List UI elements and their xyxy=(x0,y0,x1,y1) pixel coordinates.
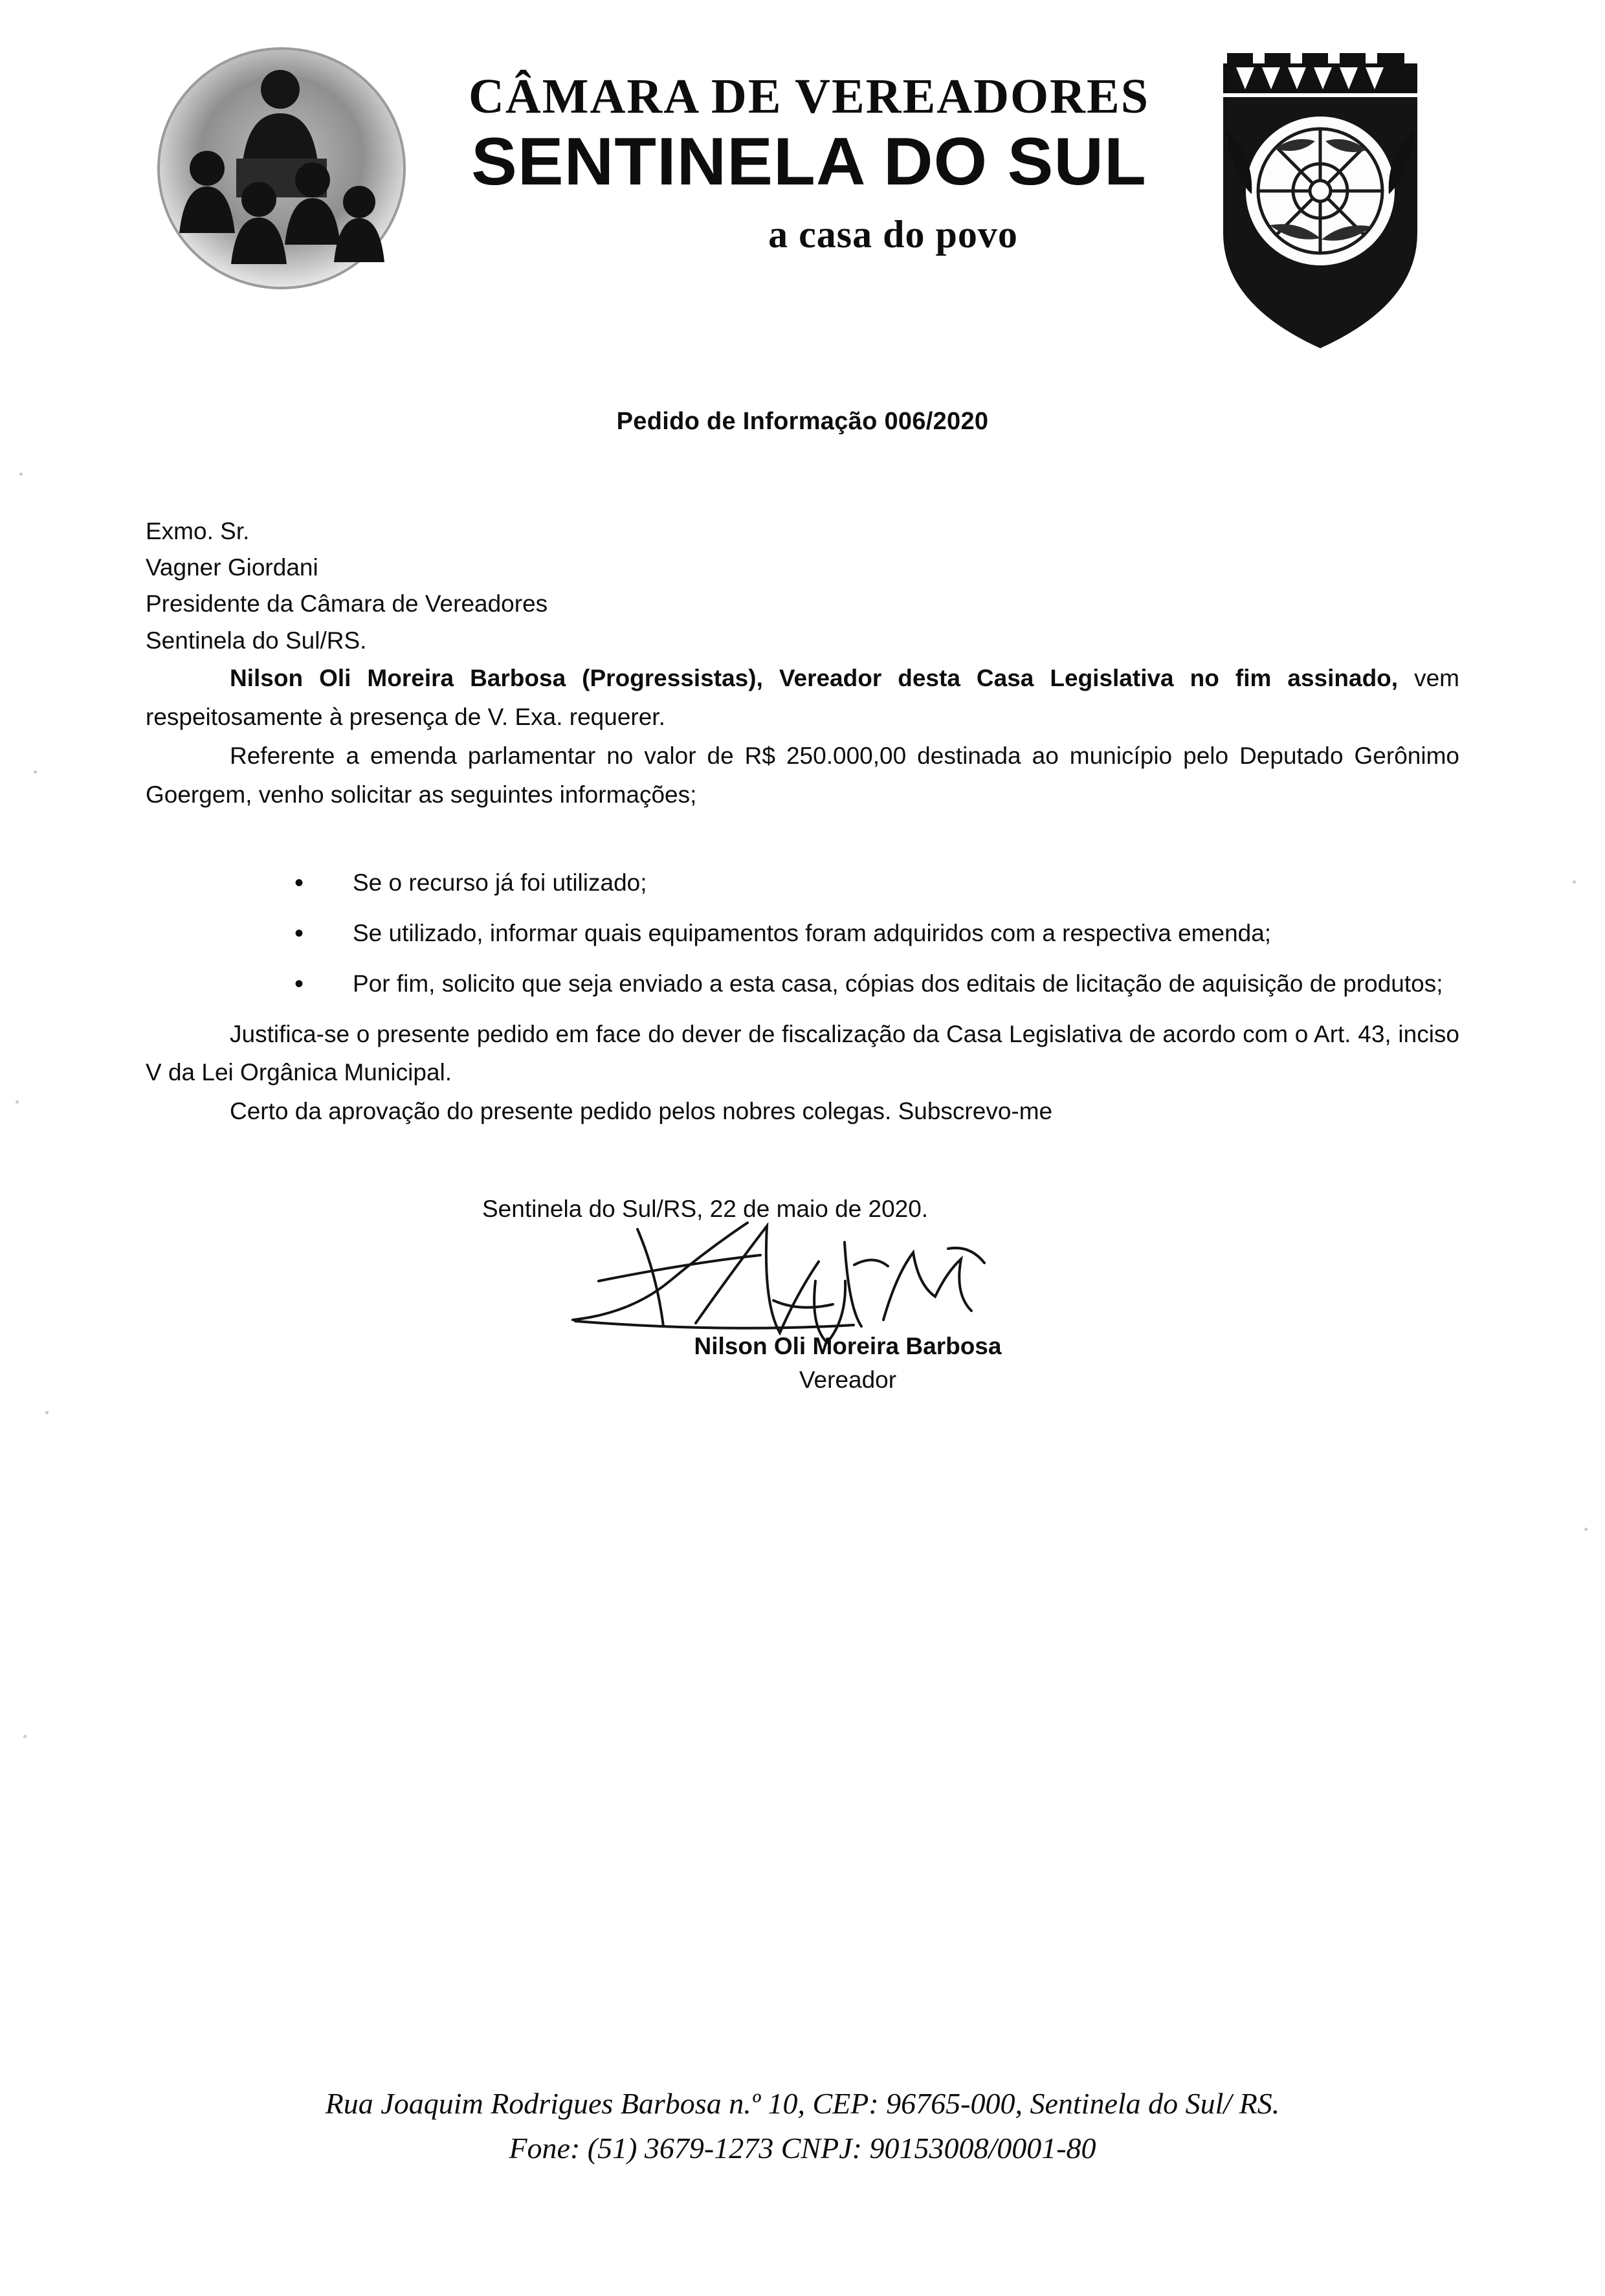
document-body xyxy=(0,408,1605,1394)
addressee-line-4: Sentinela do Sul/RS. xyxy=(146,627,367,654)
request-list xyxy=(146,864,1459,1003)
justification-paragraph: Justifica-se o presente pedido em face do dever de fiscalização da Casa Legislativa de acordo com o Art. 43, inciso V da Lei Orgânica Municipal. xyxy=(146,1020,1459,1086)
document-page xyxy=(0,26,1605,2296)
addressee-line-3: Presidente da Câmara de Vereadores xyxy=(146,590,548,618)
list-item: • Se utilizado, informar quais equipamentos foram adquiridos com a respectiva emenda; xyxy=(146,914,1459,953)
list-item: • Se o recurso já foi utilizado; xyxy=(146,864,1459,902)
intro-paragraph xyxy=(146,659,1459,737)
scan-speck xyxy=(19,473,23,476)
municipal-coat-of-arms xyxy=(1197,52,1443,356)
handwritten-signature xyxy=(560,1203,1078,1352)
footer xyxy=(0,2081,1605,2170)
footer-address: Rua Joaquim Rodrigues Barbosa n.º 10, CEP: 96765-000, Sentinela do Sul/ RS. xyxy=(325,2087,1280,2120)
intro-rest-text: vem respeitosamente à presença de V. Exa. requerer. xyxy=(146,664,1459,730)
signature-name: Nilson Oli Moreira Barbosa xyxy=(694,1333,1002,1360)
scan-speck xyxy=(1584,1528,1588,1531)
list-item: • Por fim, solicito que seja enviado a esta casa, cópias dos editais de licitação de aquisição de produtos; xyxy=(146,964,1459,1003)
letterhead-line-1: CÂMARA DE VEREADORES xyxy=(468,69,1150,124)
reference-paragraph: Referente a emenda parlamentar no valor de R$ 250.000,00 destinada ao município pelo Deputado Gerônimo Goergem, venho solicitar as seguintes informações; xyxy=(146,742,1459,808)
signature-block xyxy=(146,1229,1459,1394)
camara-people-logo xyxy=(146,39,417,317)
letterhead-line-2: SENTINELA DO SUL xyxy=(471,124,1147,199)
scan-speck xyxy=(23,1735,27,1738)
scan-speck xyxy=(34,770,37,774)
scan-speck xyxy=(1573,880,1576,884)
scan-speck xyxy=(45,1411,49,1414)
page-title: Pedido de Informação 006/2020 xyxy=(616,408,989,435)
addressee-line-1: Exmo. Sr. xyxy=(146,518,250,544)
intro-bold-text: Nilson Oli Moreira Barbosa (Progressistas), Vereador desta Casa Legislativa no fim assinado, xyxy=(230,664,1399,691)
letterhead-titles xyxy=(440,71,1178,257)
addressee-block xyxy=(146,513,1459,659)
signature-role: Vereador xyxy=(799,1366,897,1394)
closing-paragraph: Certo da aprovação do presente pedido pelos nobres colegas. Subscrevo-me xyxy=(230,1098,1053,1125)
letterhead xyxy=(0,26,1605,369)
addressee-line-2: Vagner Giordani xyxy=(146,554,318,581)
letterhead-slogan: a casa do povo xyxy=(768,212,1018,256)
footer-contact: Fone: (51) 3679-1273 CNPJ: 90153008/0001-80 xyxy=(509,2132,1096,2165)
place-and-date: Sentinela do Sul/RS, 22 de maio de 2020. xyxy=(482,1196,929,1223)
scan-speck xyxy=(16,1100,19,1104)
